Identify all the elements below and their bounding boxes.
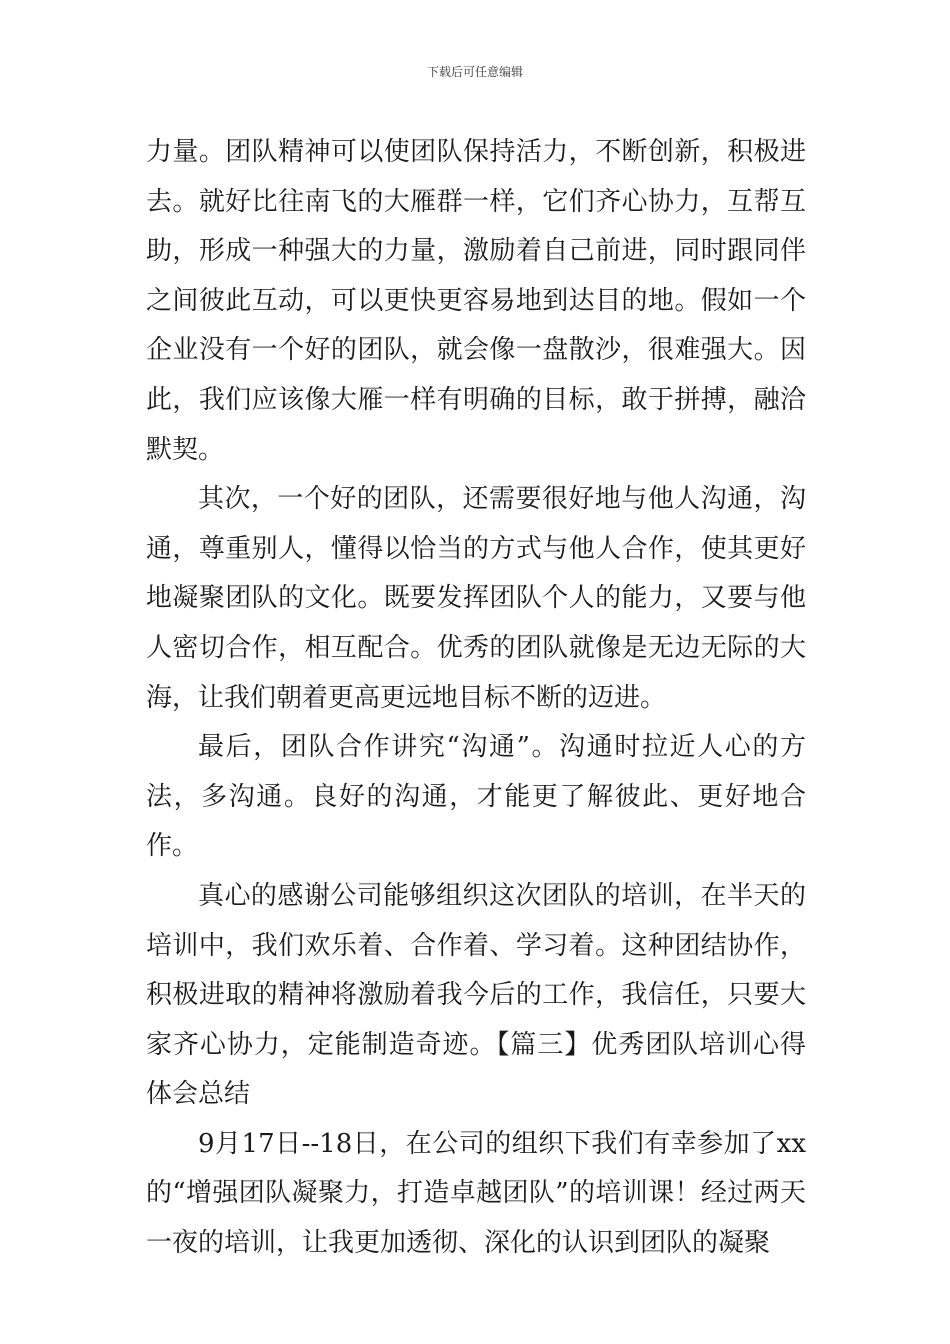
paragraph-2: 其次，一个好的团队，还需要很好地与他人沟通，沟通，尊重别人，懂得以恰当的方式与他人合作，使其更好地凝聚团队的文化。既要发挥团队个人的能力，又要与他人密切合作，相互配合。优秀的团队就像是无边无际的大海，让我们朝着更高更远地目标不断的迈进。 <box>146 484 806 713</box>
paragraph-4: 真心的感谢公司能够组织这次团队的培训，在半天的培训中，我们欢乐着、合作着、学习着。这种团结协作，积极进取的精神将激励着我今后的工作，我信任，只要大家齐心协力，定能制造奇迹。【篇三】优秀团队培训心得体会总结 <box>146 880 806 1110</box>
paragraph-1: 力量。团队精神可以使团队保持活力，不断创新，积极进去。就好比往南飞的大雁群一样，它们齐心协力，互帮互助，形成一种强大的力量，激励着自己前进，同时跟同伴之间彼此互动，可以更快更容易地到达目的地。假如一个企业没有一个好的团队，就会像一盘散沙，很难强大。因此，我们应该像大雁一样有明确的目标，敢于拼搏，融洽默契。 <box>146 137 806 465</box>
paragraph-5: 9月17日--18日，在公司的组织下我们有幸参加了xx的“增强团队凝聚力，打造卓越团队”的培训课！经过两天一夜的培训，让我更加透彻、深化的认识到团队的凝聚 <box>146 1128 806 1259</box>
document-body <box>146 128 806 1269</box>
paragraph-3: 最后，团队合作讲究“沟通”。沟通时拉近人心的方法，多沟通。良好的沟通，才能更了解彼此、更好地合作。 <box>146 732 806 862</box>
page-header: 下载后可任意编辑 <box>426 65 523 79</box>
